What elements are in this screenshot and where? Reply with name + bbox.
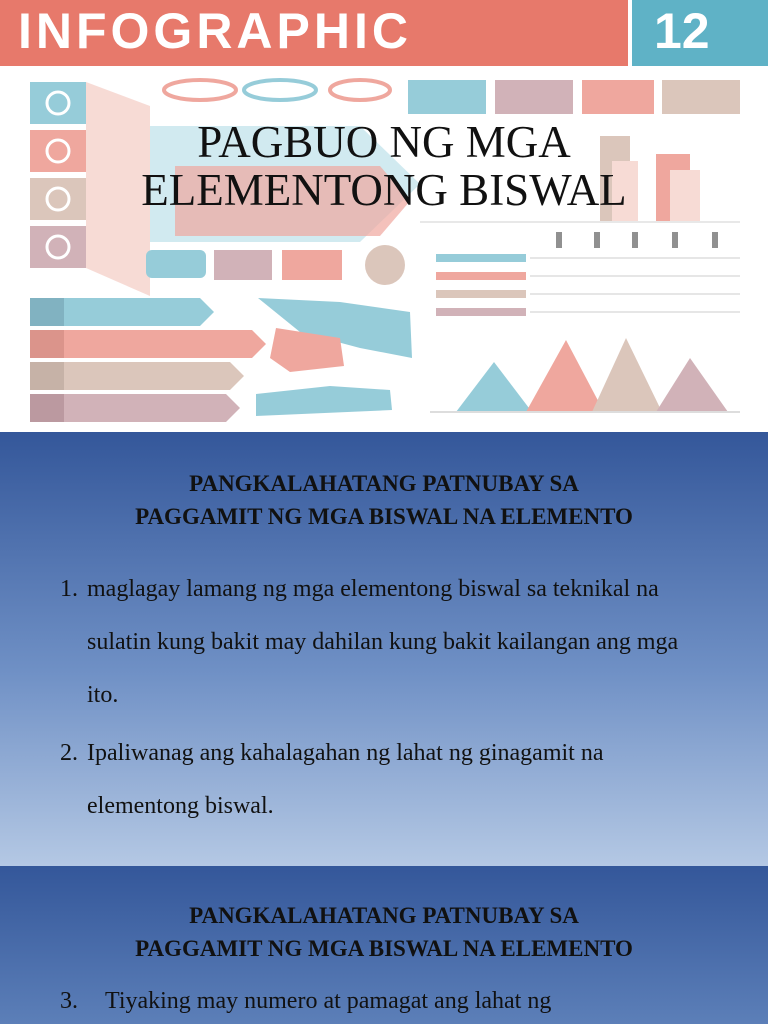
slide-heading: [0, 899, 768, 965]
guidelines-slide-1: [0, 432, 768, 866]
banner-number: 12: [654, 3, 710, 59]
slide-title-line1: PAGBUO NG MGA: [197, 117, 571, 167]
infographic-banner: [0, 0, 768, 66]
arrow-icons: [164, 80, 390, 100]
slide-heading-line1: PANGKALAHATANG PATNUBAY SA: [189, 471, 579, 496]
slide-title-line2: ELEMENTONG BISWAL: [141, 165, 627, 215]
slide-heading-line2: PAGGAMIT NG MGA BISWAL NA ELEMENTO: [135, 936, 633, 961]
list-item-number: 2.: [60, 740, 78, 766]
badge-icons: [146, 245, 405, 285]
list-item-text: maglagay lamang ng mga elementong biswal sa teknikal na sulatin kung bakit may dahilan kung bakit kailangan ang mga ito.: [87, 576, 679, 708]
slide-heading-line2: PAGGAMIT NG MGA BISWAL NA ELEMENTO: [135, 504, 633, 529]
guidelines-slide-2: [0, 866, 768, 1024]
banner-title: INFOGRAPHIC: [18, 3, 412, 59]
list-item-text: Tiyaking may numero at pamagat ang lahat ng: [105, 988, 552, 1014]
slide-heading-line1: PANGKALAHATANG PATNUBAY SA: [189, 903, 579, 928]
triangle-chart-illustration: [430, 338, 740, 412]
numbered-arrow-list: [30, 298, 266, 422]
list-item-number: 3.: [60, 988, 78, 1014]
ribbon-shapes: [256, 298, 412, 416]
ribbon-labels: [408, 80, 740, 114]
list-item-number: 1.: [60, 576, 78, 602]
slide-heading: [0, 467, 768, 533]
list-item-text: Ipaliwanag ang kahalagahan ng lahat ng ginagamit na elementong biswal.: [87, 740, 604, 819]
table-illustration: [436, 232, 740, 316]
slide-title: [0, 118, 768, 214]
title-slide: [0, 0, 768, 432]
